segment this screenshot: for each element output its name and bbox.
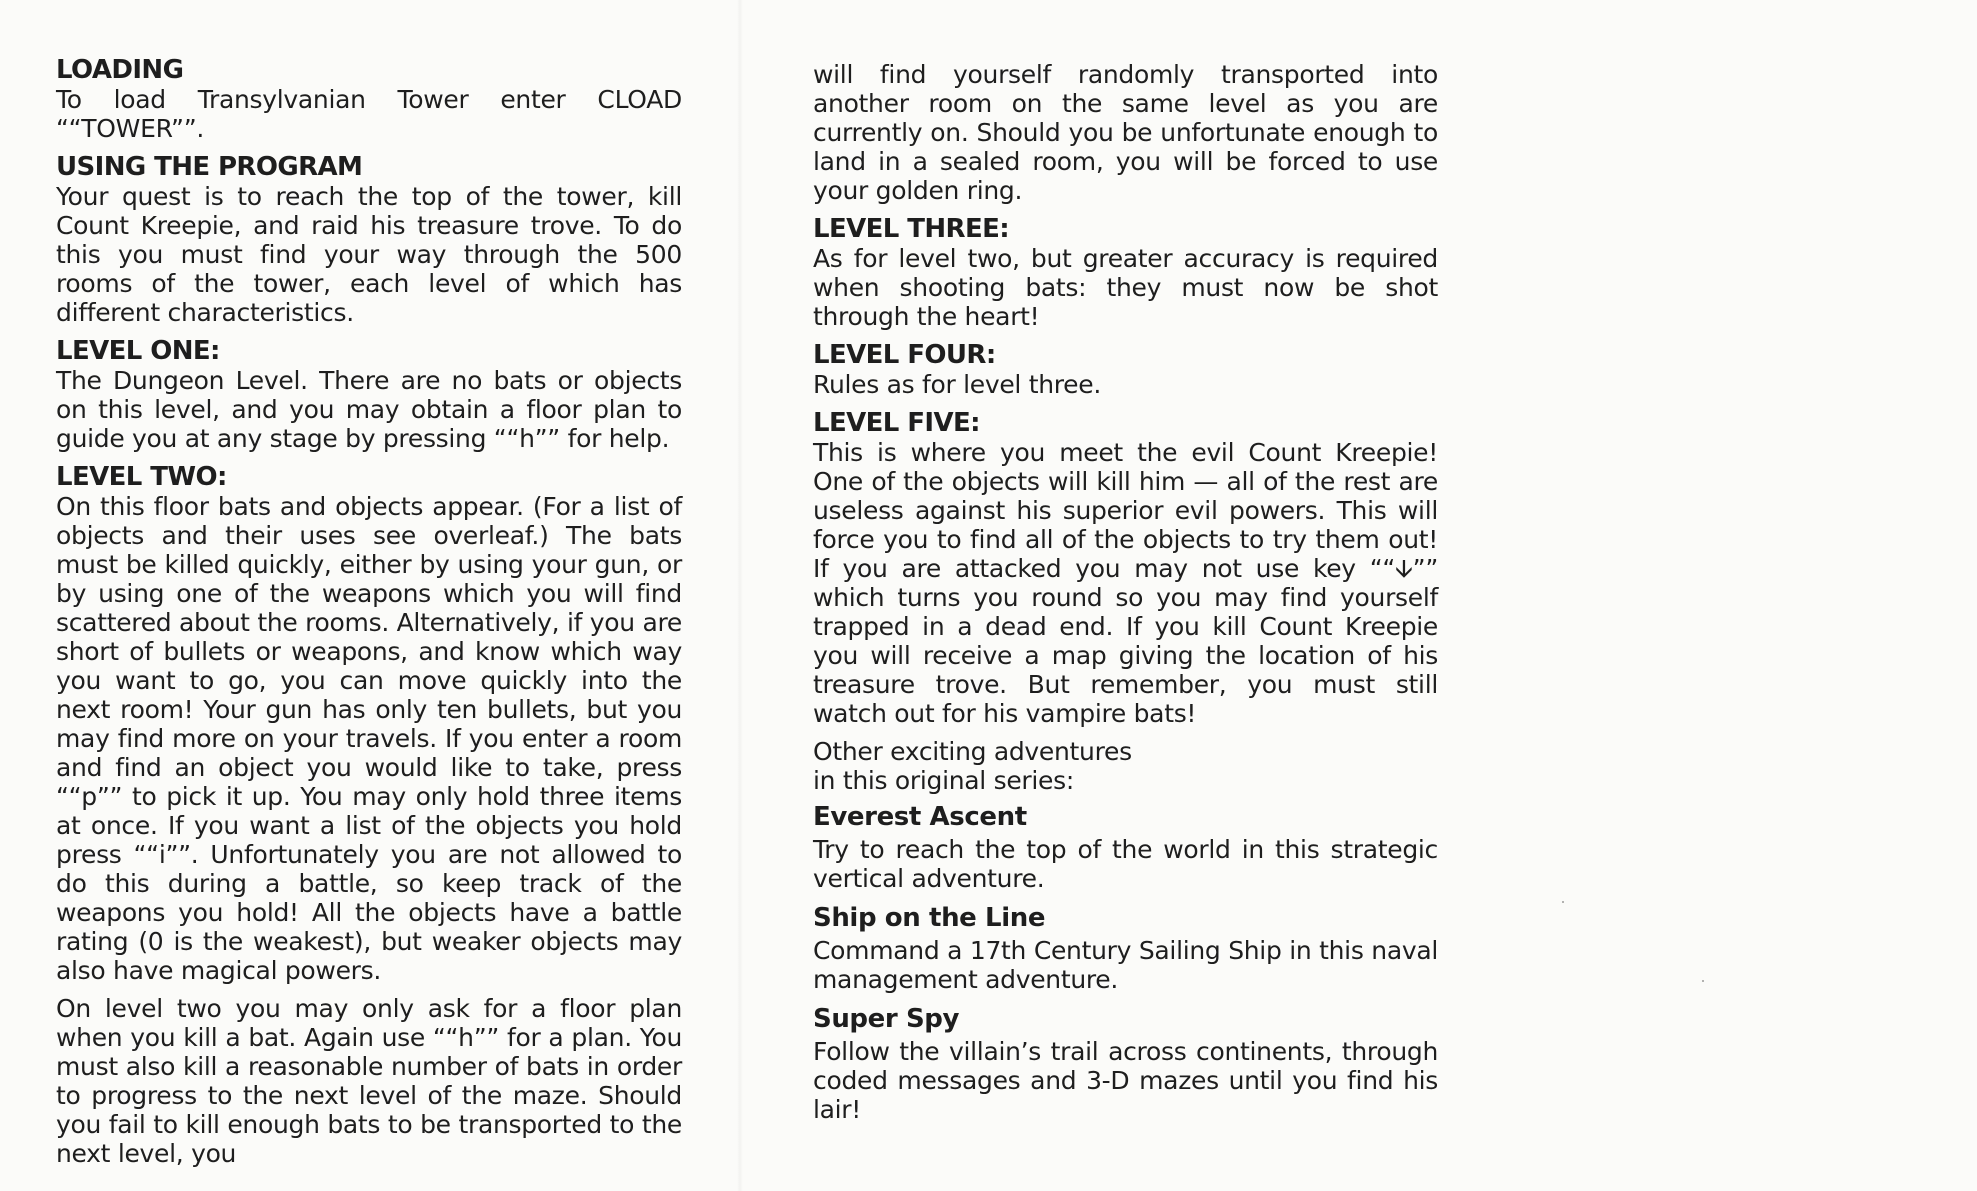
using-text: Your quest is to reach the top of the tower, kill Count Kreepie, and raid his treasure trove. To do this you must find your way through the 500 rooms of the tower, each level of which has different characteristics. xyxy=(56,182,682,327)
product-everest-ascent xyxy=(813,801,1438,893)
level-four-text: Rules as for level three. xyxy=(813,370,1101,399)
loading-heading: LOADING xyxy=(56,55,184,85)
level-four-heading: LEVEL FOUR: xyxy=(813,340,996,370)
level-three-text: As for level two, but greater accuracy is required when shooting bats: they must now be shot through the heart! xyxy=(813,244,1438,331)
section-level-one xyxy=(56,336,682,453)
paper-speck xyxy=(1562,901,1564,903)
other-intro-line-1: Other exciting adventures xyxy=(813,737,1132,766)
product-title: Everest Ascent xyxy=(813,802,1027,832)
product-ship-on-the-line xyxy=(813,902,1438,994)
product-title: Ship on the Line xyxy=(813,903,1046,933)
other-adventures-intro xyxy=(813,737,1438,795)
section-level-three xyxy=(813,214,1438,331)
left-column xyxy=(56,55,682,1177)
level-one-text: The Dungeon Level. There are no bats or objects on this level, and you may obtain a floor plan to guide you at any stage by pressing ““h”” for help. xyxy=(56,366,682,453)
section-level-five xyxy=(813,408,1438,728)
level-two-heading: LEVEL TWO: xyxy=(56,462,227,492)
page-fold xyxy=(737,0,743,1191)
product-title: Super Spy xyxy=(813,1004,960,1034)
right-column xyxy=(813,60,1438,1133)
loading-text: To load Transylvanian Tower enter CLOAD ““TOWER””. xyxy=(56,85,682,143)
level-one-heading: LEVEL ONE: xyxy=(56,336,220,366)
level-two-text-continued: On level two you may only ask for a floor plan when you kill a bat. Again use ““h”” for a plan. You must also kill a reasonable number of bats in order to progress to the next level of the maze. Should you fail to kill enough bats to be transported to the next level, you xyxy=(56,994,682,1168)
product-description: Command a 17th Century Sailing Ship in this naval management adventure. xyxy=(813,936,1438,994)
section-loading xyxy=(56,55,682,143)
continuation-text: will find yourself randomly transported into another room on the same level as you are currently on. Should you be unfortunate enough to land in a sealed room, you will be forced to use your golden ring. xyxy=(813,60,1438,205)
section-level-four xyxy=(813,340,1438,399)
section-level-two xyxy=(56,462,682,1168)
level-five-heading: LEVEL FIVE: xyxy=(813,408,980,438)
section-using-the-program xyxy=(56,152,682,327)
other-intro-line-2: in this original series: xyxy=(813,766,1074,795)
product-description: Try to reach the top of the world in this strategic vertical adventure. xyxy=(813,835,1438,893)
level-five-text: This is where you meet the evil Count Kreepie! One of the objects will kill him — all of the rest are useless against his superior evil powers. This will force you to find all of the objects to try them out! If you are attacked you may not use key ““🡫”” which turns you round so you may find yourself trapped in a dead end. If you kill Count Kreepie you will receive a map giving the location of his treasure trove. But remember, you must still watch out for his vampire bats! xyxy=(813,438,1438,728)
level-three-heading: LEVEL THREE: xyxy=(813,214,1010,244)
product-description: Follow the villain’s trail across continents, through coded messages and 3-D mazes until you find his lair! xyxy=(813,1037,1438,1124)
paper-speck xyxy=(1702,980,1704,982)
level-two-text: On this floor bats and objects appear. (For a list of objects and their uses see overleaf.) The bats must be killed quickly, either by using your gun, or by using one of the weapons which you will find scattered about the rooms. Alternatively, if you are short of bullets or weapons, and know which way you want to go, you can move quickly into the next room! Your gun has only ten bullets, but you may find more on your travels. If you enter a room and find an object you would like to take, press ““p”” to pick it up. You may only hold three items at once. If you want a list of the objects you hold press ““i””. Unfortunately you are not allowed to do this during a battle, so keep track of the weapons you hold! All the objects have a battle rating (0 is the weakest), but weaker objects may also have magical powers. xyxy=(56,492,682,985)
using-heading: USING THE PROGRAM xyxy=(56,152,363,182)
product-super-spy xyxy=(813,1003,1438,1124)
